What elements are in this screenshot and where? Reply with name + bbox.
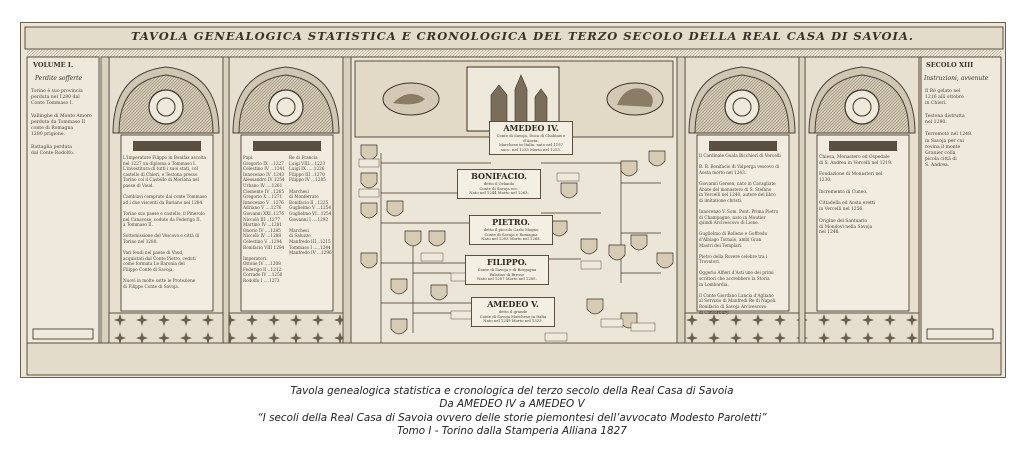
- plate-title: TAVOLA GENEALOGICA STATISTICA E CRONOLOGICA DEL TERZO SECOLO DELLA REAL CASA DI SAVOIA.: [131, 29, 914, 43]
- caption-line-2: Da AMEDEO IV a AMEDEO V: [439, 398, 585, 411]
- title-frieze: [27, 49, 1001, 57]
- engraved-plate: [20, 22, 1006, 378]
- name-amedeo-iv-details: Conte di Savoja, Duca di Chablais e d'Aosta. Marchese in Italia. nato nel 1197 succ. nel 1233 Morto nel 1253.: [496, 133, 566, 152]
- base-plinth: [27, 343, 1001, 375]
- rose-window: [269, 90, 303, 124]
- rosette-band: [805, 313, 919, 343]
- far-right-panel-text: Il Ré gelato nel 1216 alli ottobre in Chieri. Testona distrutta nel 1280. Terremoto nel 1248. in Savoja per cui rovina il monte Granier colla picola città di S. Andrea.: [925, 89, 973, 169]
- name-amedeo-v: AMEDEO V.: [487, 299, 539, 309]
- name-box-amedeo-iv: [489, 121, 573, 155]
- arch1-text: L'Imperatore Filippo in Bonifaz ascolta nel 1227 un diploma a Tommaso I. L'investitura di tutti i suoi stati, col castello di Chieri, e Testona presso Torino col il Castello di Moriana nel paese di Vaud. Cambiavi comprato dal conte Tommaso ad i due visconti da Bariano nel 1284. Torino suo paese e castello, il Pinerolo nel Canavese, ceduto da Federigo II. a Tommaso II. Sottomissione del Vescovo e città di Torino nel 1280. Vari feudi nel paese di Vaud, acquistati dal Conte Pietro, ceduti come formata Le Baronia del Filippo Conte di Savoja. Nuovi in molte sotte le Protezione di Filippo Conte di Savoja.: [123, 155, 207, 289]
- name-amedeo-iv: AMEDEO IV.: [503, 123, 559, 133]
- arch2-text-popes: Papi. Gregorio IX ...1227 Celestino IV ...1241 Innocenzo IV .1243 Alessandro IV 1254 Urbano IV ....1261 Clemente IV ..1265 Gregorio X ...1271 Innocenzo V ..1276 Adriano V ....1276 Giovanni XXI..1276 Niccolò III ..1277 Martino IV ...1281 Onorio IV ....1285 Niccolò IV ...1288 Celestino V ..1294 Bonifacio VIII 1294 Imperatori. Ottone IV ....1208 Federigo II ..1212 Corrado IV ...1250 Rodolfo I ....1273: [243, 155, 285, 284]
- name-box-pietro: [469, 215, 553, 245]
- name-pietro-details: detto il piccolo Carlo Magno Conte di Savoja e Romagna Nato nel 1203 Morto nel 1268.: [481, 227, 541, 242]
- side-heading-right: Instruzioni, avvenute: [924, 75, 989, 82]
- caption-line-3: “I secoli della Real Casa di Savoia ovvero delle storie piemontesi dell’avvocato Modesto Paroletti”: [257, 411, 767, 424]
- rose-window: [845, 90, 879, 124]
- caption-line-4: Tomo I - Torino dalla Stamperia Alliana 1827: [397, 425, 627, 438]
- arch-tablet: [133, 141, 201, 151]
- rose-window: [725, 90, 759, 124]
- name-filippo-details: Conte di Savoja e di Borgogna Palatino di Bresse Nato nel 1207 Morto nel 1285.: [477, 267, 537, 282]
- right-arch2-text: Chiesa, Monastero ed Ospedale di S. Andrea in Vercelli nel 1219. Fondazione di Monasteri nel 1230. Incremento di Cuneo. Cittadella ed Aosta eretti in Vercelli nel 1256. Origine del Santuario di Mondovì nella Savoja nel 1248.: [819, 155, 893, 236]
- name-filippo: FILIPPO.: [486, 257, 528, 267]
- arch-tablet: [709, 141, 777, 151]
- volume-label-right: SECOLO XIII: [926, 61, 974, 69]
- rosette-band: [685, 313, 799, 343]
- arch-tablet: [253, 141, 321, 151]
- rosette-band: [229, 313, 343, 343]
- arch2-text-kings: Re di Francia Luigi VIII....1223 Luigi IX .....1226 Filippo III ..1270 Filippo IV ...1285 Marchesi di Monferrato Bonifacio II ..1225 Guglielmo V ...1254 Guglielmo VI...1254 Giovanni I ....1292 Marchesi di Saluzzo Manfredo III ..1215 Tommaso I .....1244 Manfredo IV ...1296: [289, 155, 332, 256]
- name-pietro: PIETRO.: [492, 217, 530, 227]
- caption: [0, 385, 1024, 439]
- side-heading-left: Perdite sofferte: [35, 75, 83, 82]
- name-box-amedeo-v: [471, 297, 555, 327]
- name-bonifacio: BONIFACIO.: [471, 171, 527, 181]
- name-box-bonifacio: [457, 169, 541, 199]
- right-arch1-text: Il Cardinale Guala Bicchieri di Vercelli B. B. Bonifacio di Valperga vescovo di Aosta morto nel 1243. Giovanni Gersen, nato in Cavagliate Abate del monastero di S. Stefano in Vercelli nel 1240, autore del libro di imitatione christi. Innocenzo V. Som. Pont. Prima Pietro di Champagne, nato in Moutier quindi Arcivescovo di Lione. Guglielmo di Rolleno e Goffredo d'Albiago Tornaio, ambi Gran Mastri dei Templari. Pietro della Rovere celebre tra i Trovatori. Oggerio Alfieri d'Asti uno dei primi scrittori che accrebbero la Storia in Lombardia. Il Conte Giordano Lancia d'Agliano al Servizio di Manfredi Re di Napoli. Bonifacio di Savoja Arcivescovo di Canterbury.: [699, 153, 781, 315]
- name-bonifacio-details: detto il Orlando Conte di Savoja ecc. Nato nel 1244 Morto nel 1263.: [469, 181, 529, 196]
- rose-window: [149, 90, 183, 124]
- arch-tablet: [829, 141, 897, 151]
- name-amedeo-v-details: detto il grande Conte di Savoja Marchese in Italia Nato nel 1249 Morto nel 1323.: [479, 309, 547, 324]
- caption-line-1: Tavola genealogica statistica e cronologica del terzo secolo della Real Casa di Savoia: [290, 385, 734, 397]
- volume-label-left: VOLUME I.: [33, 61, 74, 69]
- left-panel-text: Torino è suo provincia perduta nel 1280 dal Conte Tommaso I. Vallinghe di Monte Amoro perduta da Tommaso II conte di Romagna 1280 prigione. Battaglia perduta dal Conte Rodolfo.: [31, 89, 92, 157]
- name-box-filippo: [465, 255, 549, 285]
- rosette-band: [109, 313, 223, 343]
